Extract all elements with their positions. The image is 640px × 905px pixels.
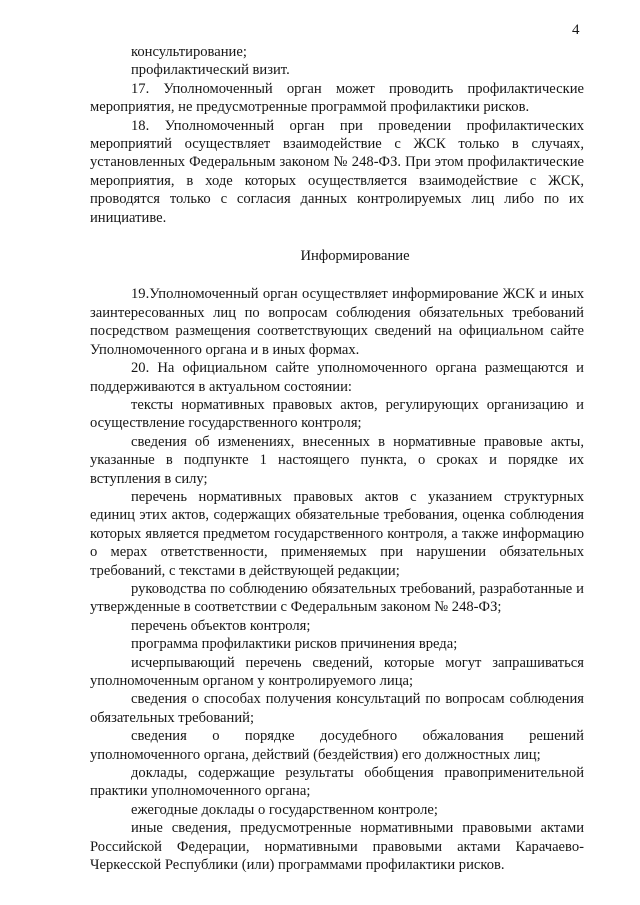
list-item-prevention-program: программа профилактики рисков причинения вреда; <box>131 636 458 653</box>
paragraph-19: 19.Уполномоченный орган осуществляет информирование ЖСК и иных заинтересованных лиц по вопросам соблюдения обязательных требований посредством размещения соответствующих сведений на официальном сайте Уполномоченного органа и в иных формах. <box>90 286 584 358</box>
list-item-legal-texts: тексты нормативных правовых актов, регулирующих организацию и осуществление государственного контроля; <box>90 396 584 432</box>
page-number: 4 <box>572 22 580 38</box>
list-item-appeal-procedure: сведения о порядке досудебного обжалования решений уполномоченного органа, действий (бездействия) его должностных лиц; <box>90 728 584 763</box>
list-item-annual-reports: ежегодные доклады о государственном контроле; <box>131 801 438 818</box>
paragraph-20: 20. На официальном сайте уполномоченного органа размещаются и поддерживаются в актуальном состоянии: <box>90 360 584 395</box>
list-item-consultation-methods: сведения о способах получения консультаций по вопросам соблюдения обязательных требований; <box>90 691 584 726</box>
list-item-other-info: иные сведения, предусмотренные нормативными правовыми актами Российской Федерации, нормативными правовыми актами Карачаево-Черкесской Республики (или) программами профилактики рисков. <box>90 820 584 874</box>
list-item-guidelines: руководства по соблюдению обязательных требований, разработанные и утвержденные в соответствии с Федеральным законом № 248-ФЗ; <box>90 580 584 616</box>
list-item-practice-reports: доклады, содержащие результаты обобщения правоприменительной практики уполномоченного органа; <box>90 765 584 800</box>
paragraph-17: 17. Уполномоченный орган может проводить профилактические мероприятия, не предусмотренные программой профилактики рисков. <box>90 80 584 116</box>
list-item-consultation: консультирование; <box>131 44 247 60</box>
list-item-preventive-visit: профилактический визит. <box>131 62 290 79</box>
paragraph-18: 18. Уполномоченный орган при проведении профилактических мероприятий осуществляет взаимодействие с ЖСК только в случаях, установленных Федеральным законом № 248-ФЗ. При этом профилактические мероприятия, в ходе которых осуществляется взаимодействие с ЖСК, проводятся только с согласия данных контролируемых лиц либо по их инициативе. <box>90 117 584 226</box>
list-item-requested-info: исчерпывающий перечень сведений, которые могут запрашиваться уполномоченным органом у контролируемого лица; <box>90 654 584 689</box>
section-title: Информирование <box>300 248 410 265</box>
list-item-changes-info: сведения об изменениях, внесенных в нормативные правовые акты, указанные в подпункте 1 настоящего пункта, о сроках и порядке их вступления в силу; <box>90 433 584 487</box>
list-item-control-objects: перечень объектов контроля; <box>131 617 311 634</box>
document-body <box>90 43 584 874</box>
list-item-acts-list: перечень нормативных правовых актов с указанием структурных единиц этих актов, содержащих обязательные требования, оценка соблюдения которых является предметом государственного контроля, а также информацию о мерах ответственности, применяемых при нарушении обязательных требований, с текстами в действующей редакции; <box>90 488 584 579</box>
